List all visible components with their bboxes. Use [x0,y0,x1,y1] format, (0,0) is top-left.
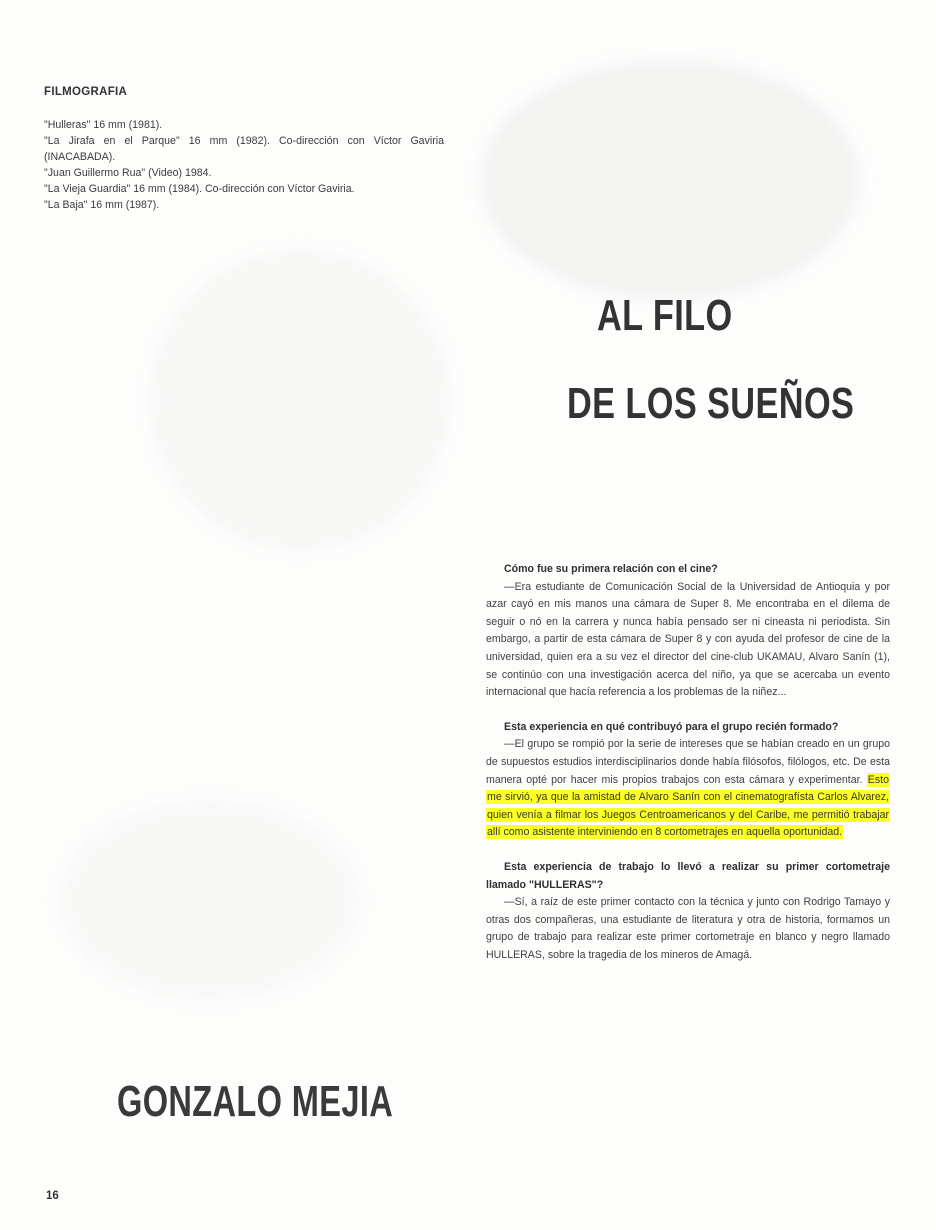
filmography-section [44,86,444,213]
interview-block [486,561,890,702]
filmography-item: "La Jirafa en el Parque" 16 mm (1982). Co-dirección con Víctor Gaviria (INACABADA). [44,135,444,163]
interview-answer: —Sí, a raíz de este primer contacto con la técnica y junto con Rodrigo Tamayo y otras dos compañeras, una estudiante de literatura y otra de historia, formamos un grupo de trabajo para realizar este primer cortometraje en blanco y negro llamado HULLERAS, sobre la tragedia de los mineros de Amagá. [486,896,890,961]
filmography-item: "Hulleras" 16 mm (1981). [44,119,163,131]
interview-answer [486,736,890,842]
interview-question: Esta experiencia en qué contribuyó para el grupo recién formado? [504,720,839,733]
filmography-item: "Juan Guillermo Rua" (Video) 1984. [44,167,212,179]
article-title-line-2: DE LOS SUEÑOS [567,379,855,429]
filmography-heading: FILMOGRAFIA [44,86,128,98]
page-number: 16 [46,1190,59,1202]
interview-block [486,719,890,842]
filmography-item: "La Vieja Guardia" 16 mm (1984). Co-dirección con Víctor Gaviria. [44,183,355,195]
interview-block [486,859,890,965]
interview-answer-text: —El grupo se rompió por la serie de intereses que se habían creado en un grupo de supuestos estudios interdisciplinarios donde había filósofos, filólogos, etc. De esta manera opté por hacer mis propios trabajos con esta cámara y experimentar. [486,738,890,786]
filmography-item: "La Baja" 16 mm (1987). [44,199,160,211]
filmography-list [44,117,444,213]
interview-question: Cómo fue su primera relación con el cine? [504,563,718,575]
interview-answer: —Era estudiante de Comunicación Social de la Universidad de Antioquia y por azar cayó en mis manos una cámara de Super 8. Me encontraba en el dilema de seguir o nó en la carrera y nunca había pensado ser ni cineasta ni periodista. Sin embargo, a partir de esta cámara de Super 8 y con ayuda del profesor de cine de la universidad, quien era a su vez el director del cine-club UKAMAU, Alvaro Sanín (1), se continúo con una investigación acerca del niño, ya que se acercaba un evento internacional que hacía referencia a los problemas de la niñez... [486,580,890,699]
interview-question: Esta experiencia de trabajo lo llevó a realizar su primer cortometraje llamado "HULLERAS"? [486,860,890,891]
article-title-line-1: AL FILO [597,291,733,341]
paper-texture [480,60,860,300]
author-name: GONZALO MEJIA [117,1076,394,1126]
paper-texture [60,800,360,1000]
paper-texture [150,250,450,550]
interview-article [486,561,890,981]
highlighted-passage: Esto me sirvió, ya que la amistad de Alvaro Sanín con el cinematografísta Carlos Alvarez, quien venía a filmar los Juegos Centroamericanos y del Caribe, me permitió trabajar allí como asistente interviniendo en 8 cortometrajes en aquella oportunidad. [487,773,889,839]
